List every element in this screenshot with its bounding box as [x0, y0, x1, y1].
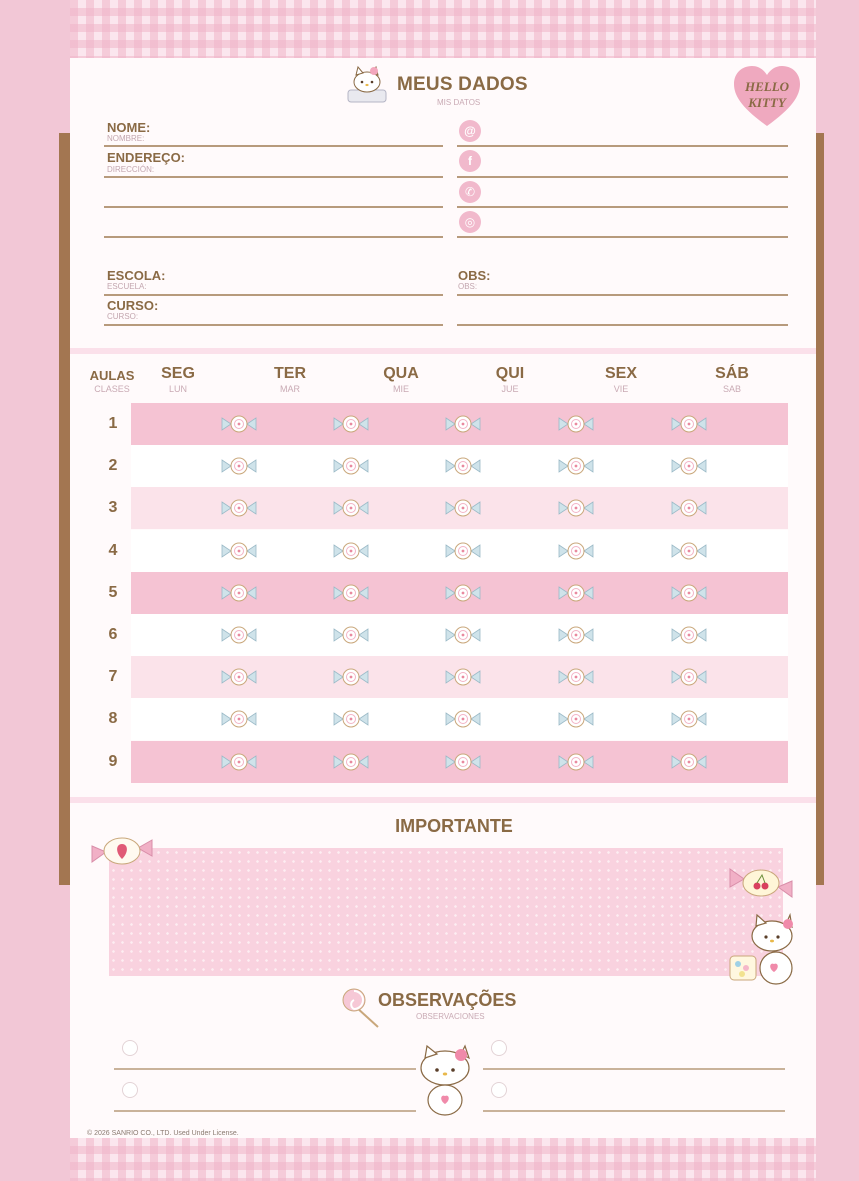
- whatsapp-field-line[interactable]: [457, 206, 788, 208]
- endereco-sub: DIRECCIÓN:: [107, 165, 155, 174]
- escola-field-line[interactable]: [104, 294, 443, 296]
- candy-icon: [558, 499, 594, 517]
- candy-icon: [445, 542, 481, 560]
- instagram-field-line[interactable]: [457, 236, 788, 238]
- curso-sub: CURSO:: [107, 312, 139, 321]
- escola-sub: ESCUELA:: [107, 282, 147, 291]
- candy-icon: [445, 584, 481, 602]
- candy-icon: [221, 415, 257, 433]
- nome-label: NOME:: [107, 120, 151, 135]
- copyright-notice: © 2026 SANRIO CO., LTD. Used Under License.: [87, 1130, 239, 1137]
- day-header-2: QUA: [383, 365, 419, 382]
- candy-icon: [333, 415, 369, 433]
- obs-field-line-1[interactable]: [457, 294, 788, 296]
- gingham-top-border: [70, 0, 816, 58]
- facebook-icon: f: [459, 150, 481, 172]
- note-bullet-circle[interactable]: [122, 1040, 138, 1056]
- observacoes-sub: OBSERVACIONES: [416, 1012, 485, 1021]
- at-icon: @: [459, 120, 481, 142]
- divider-band-2: [70, 797, 816, 803]
- candy-icon: [671, 457, 707, 475]
- candy-icon: [558, 710, 594, 728]
- row-number: 8: [108, 710, 118, 728]
- candy-icon: [445, 753, 481, 771]
- candy-icon: [445, 415, 481, 433]
- logo-text-hello: HELLO: [744, 79, 790, 94]
- candy-icon: [333, 499, 369, 517]
- candy-icon: [445, 457, 481, 475]
- candy-icon: [221, 457, 257, 475]
- candy-icon: [558, 457, 594, 475]
- candy-icon: [558, 668, 594, 686]
- candy-icon: [671, 753, 707, 771]
- day-subheader-4: VIE: [613, 384, 629, 394]
- obs-line-right-2[interactable]: [483, 1110, 785, 1112]
- candy-icon: [558, 542, 594, 560]
- day-header-3: QUI: [495, 365, 525, 382]
- candy-icon: [333, 457, 369, 475]
- candy-icon: [558, 415, 594, 433]
- candy-icon: [221, 710, 257, 728]
- candy-icon: [671, 542, 707, 560]
- aulas-sub: CLASES: [94, 384, 130, 394]
- endereco-field-line-3[interactable]: [104, 236, 443, 238]
- candy-icon: [558, 626, 594, 644]
- escola-label: ESCOLA:: [107, 268, 166, 283]
- obs-label: OBS:: [458, 268, 491, 283]
- candy-icon: [333, 753, 369, 771]
- logo-text-kitty: KITTY: [748, 95, 786, 110]
- candy-icon: [671, 626, 707, 644]
- row-number: 2: [108, 457, 118, 475]
- row-number: 5: [108, 583, 118, 601]
- day-subheader-0: LUN: [168, 384, 187, 394]
- obs-sub: OBS:: [458, 282, 478, 291]
- day-subheader-5: SAB: [722, 384, 741, 394]
- endereco-field-line-2[interactable]: [104, 206, 443, 208]
- candy-icon: [333, 710, 369, 728]
- candy-icon: [671, 584, 707, 602]
- candy-icon: [445, 499, 481, 517]
- curso-label: CURSO:: [107, 298, 159, 313]
- cherry-candy-icon: [726, 863, 796, 903]
- importante-title: IMPORTANTE: [395, 816, 513, 836]
- day-header-0: SEG: [161, 365, 195, 382]
- page-title: MEUS DADOS: [397, 74, 528, 95]
- obs-field-line-2[interactable]: [457, 324, 788, 326]
- nome-sub: NOMBRE:: [107, 134, 145, 143]
- kitty-mascot-icon: [344, 62, 390, 106]
- candy-icon: [221, 626, 257, 644]
- candy-icon: [333, 542, 369, 560]
- candy-icon: [333, 626, 369, 644]
- candy-icon: [671, 710, 707, 728]
- header: [70, 62, 816, 112]
- obs-line-left-2[interactable]: [114, 1110, 416, 1112]
- candy-icon: [445, 626, 481, 644]
- page-subtitle: MIS DATOS: [437, 98, 481, 107]
- day-header-4: SEX: [604, 365, 637, 382]
- candy-icon: [221, 668, 257, 686]
- day-header-1: TER: [274, 365, 306, 382]
- row-number: 6: [108, 626, 118, 643]
- candy-icon: [671, 415, 707, 433]
- candy-icon: [445, 668, 481, 686]
- day-subheader-1: MAR: [280, 384, 300, 394]
- obs-line-left-1[interactable]: [114, 1068, 416, 1070]
- observacoes-title: OBSERVAÇÕES: [378, 990, 517, 1010]
- facebook-field-line[interactable]: [457, 176, 788, 178]
- row-number: 3: [108, 499, 118, 517]
- note-bullet-circle[interactable]: [491, 1040, 507, 1056]
- candy-icon: [333, 584, 369, 602]
- endereco-label: ENDEREÇO:: [107, 150, 186, 165]
- strawberry-candy-icon: [88, 832, 156, 872]
- whatsapp-icon: ✆: [459, 181, 481, 203]
- candy-icon: [221, 499, 257, 517]
- candy-icon: [671, 499, 707, 517]
- row-number: 9: [108, 752, 118, 770]
- candy-icon: [445, 710, 481, 728]
- kitty-sitting-illustration: [415, 1044, 479, 1116]
- candy-icon: [558, 584, 594, 602]
- divider-band: [70, 348, 816, 354]
- candy-icon: [221, 584, 257, 602]
- candy-icon: [671, 668, 707, 686]
- hello-kitty-logo: [732, 64, 802, 130]
- candy-icon: [558, 753, 594, 771]
- note-bullet-circle[interactable]: [122, 1082, 138, 1098]
- nome-field-line[interactable]: [104, 145, 443, 147]
- row-number: 7: [108, 668, 118, 686]
- importante-notes-box[interactable]: [109, 848, 783, 976]
- candy-icon: [221, 542, 257, 560]
- candy-icon: [333, 668, 369, 686]
- curso-field-line[interactable]: [104, 324, 443, 326]
- aulas-header: AULAS: [89, 368, 135, 383]
- note-bullet-circle[interactable]: [491, 1082, 507, 1098]
- kitty-with-jar-illustration: [726, 912, 806, 988]
- row-number: 4: [108, 541, 118, 559]
- endereco-field-line-1[interactable]: [104, 176, 443, 178]
- instagram-icon: ◎: [459, 211, 481, 233]
- gingham-bottom-border: [70, 1138, 816, 1181]
- day-header-5: SÁB: [715, 365, 749, 382]
- row-number: 1: [108, 415, 118, 432]
- candy-icon: [221, 753, 257, 771]
- day-subheader-3: JUE: [501, 384, 519, 394]
- day-subheader-2: MIE: [392, 384, 409, 394]
- planner-page: [70, 0, 816, 1181]
- obs-line-right-1[interactable]: [483, 1068, 785, 1070]
- email-field-line[interactable]: [457, 145, 788, 147]
